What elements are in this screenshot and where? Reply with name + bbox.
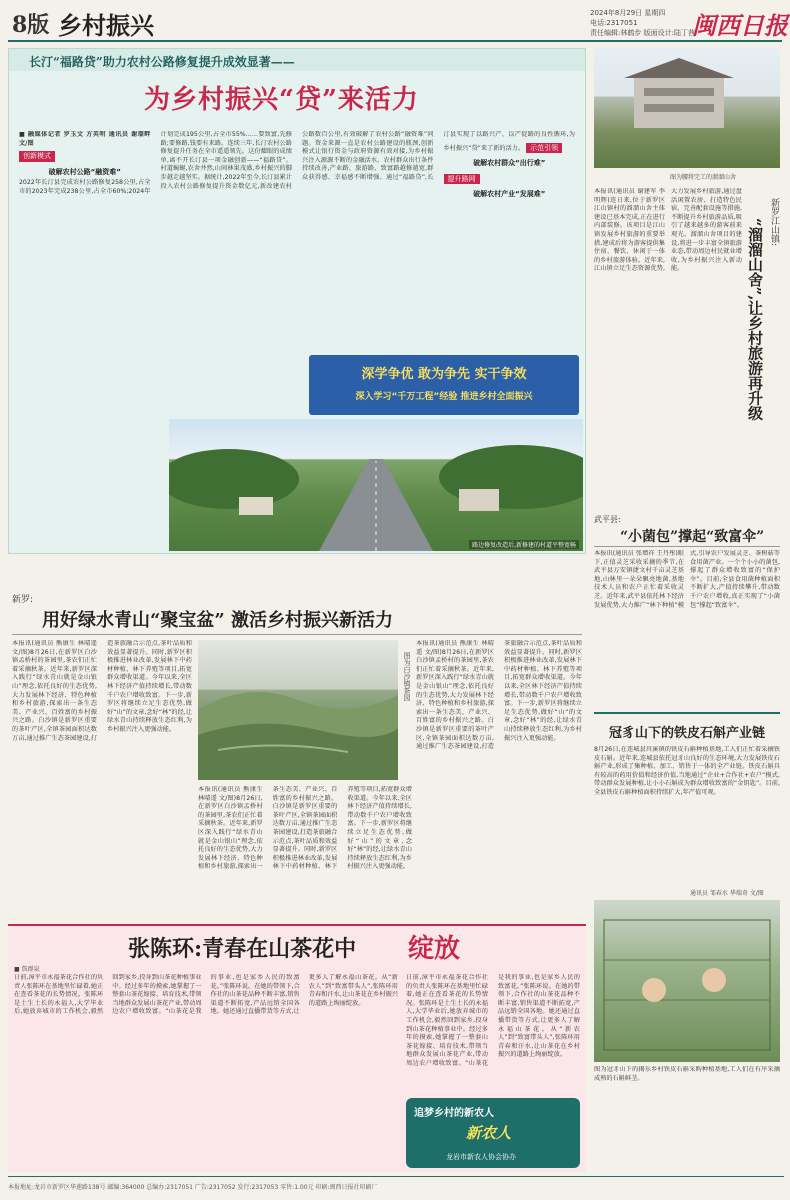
- guanzhuang-photo: [594, 900, 780, 1062]
- zhang-headline-accent: 绽放: [408, 934, 461, 964]
- subhead-industry: 破解农村产业“发展难”: [473, 190, 546, 199]
- jiangshan-photo-illustration: [594, 48, 780, 168]
- zhang-headline-main: 张陈环:青春在山茶花中: [128, 936, 357, 962]
- issue-editors: 责任编辑:林鹤步 版面设计:陆丁茜: [590, 29, 695, 37]
- masthead-rule: [8, 40, 782, 42]
- wuping-headline: “小菌包”撑起“致富伞”: [620, 529, 765, 545]
- guanzhuang-headline: 冠豸山下的铁皮石斛产业链: [608, 726, 765, 741]
- subhead-financing: 破解农村公路“融资难”: [48, 167, 121, 176]
- guanzhuang-credit: 通讯员 邹春水 华瑞奇 文/图: [690, 890, 764, 897]
- xinluo-photo-illustration: [198, 640, 398, 780]
- paper-logo: 闽西日报: [692, 11, 788, 40]
- guanzhuang-body: 8月26日,在连城县莒溪镇的铁皮石斛种植基地,工人们正忙着采摘铁皮石斛。近年来,连城县依托冠豸山良好的生态环境,大力发展铁皮石斛产业,形成了集种植、加工、销售于一体的全产业链。铁皮石斛具有较高的药用价值和经济价值,当地通过“企业+合作社+农户”模式,带动群众发展种植,让小小石斛成为群众增收致富的“金钥匙”。目前,全县铁皮石斛种植面积持续扩大,年产值可观。: [594, 746, 780, 796]
- jiangshan-place: 新罗江山镇:: [769, 198, 779, 247]
- newfarmer-logo: [406, 1098, 580, 1168]
- xinluo-rule: [12, 634, 582, 635]
- lead-body-top: [19, 131, 575, 351]
- section-title: 乡村振兴: [58, 11, 154, 40]
- issue-phone: 电话:2317051: [590, 19, 638, 27]
- jiangshan-body: 本报讯(通讯员 谢建军 李明辉)连日来,位于新罗区江山镇村的溜溜山舍主体建设已基本完成,正在进行内部装修。该项目是江山镇发展乡村旅游的重要举措,建成后将为游客提供集住宿、餐饮、休闲于一体的乡村旅游体验。近年来,江山镇立足生态资源优势,大力发展乡村旅游,通过盘活闲置农房、打造特色民宿、完善配套设施等措施,不断提升乡村旅游品质,吸引了越来越多的游客前来观光。溜溜山舍项目的建设,将进一步丰富全镇旅游业态,带动周边村民就业增收,为乡村振兴注入新动能。: [594, 188, 742, 273]
- guanzhuang-photo-illustration: [594, 900, 780, 1062]
- jiangshan-story: [590, 48, 784, 510]
- guanzhuang-topbar: [594, 712, 780, 714]
- xinluo-place: 新罗:: [12, 595, 34, 605]
- tag-network: 提升路网: [444, 174, 480, 185]
- masthead: [0, 0, 790, 44]
- tag-demonstration: 示范引领: [526, 143, 562, 154]
- xinluo-body-bottom: 本报讯(通讯员 熊康生 林晴遥 文/图)8月26日,在新罗区白沙镇孟桥村的茶园里,茶农们正忙着采摘秋茶。近年来,新罗区深入践行“绿水青山就是金山银山”理念,依托良好的生态优势,大力发展林下经济、特色种植和乡村旅游,探索出一条生态美、产业兴、百姓富的乡村振兴之路。白沙镇是新罗区重要的茶叶产区,全镇茶园面积达数万亩,通过推广生态茶园建设,打造茶旅融合示范点,茶叶品质和效益显著提升。同时,新罗区积极推进林业改革,发展林下中药材种植、林下养殖等项目,拓宽群众增收渠道。今年以来,全区林下经济产值持续增长,带动数千户农户增收致富。下一步,新罗区将继续立足生态优势,做好“山”的文章,念好“林”的经,让绿水青山持续释放生态红利,为乡村振兴注入更强动能。: [198, 786, 412, 871]
- slogan-banner: [309, 355, 579, 415]
- xinluo-headline: 用好绿水青山“聚宝盆” 激活乡村振兴新活力: [42, 610, 393, 631]
- lead-body: 2022年长汀县完成农村公路修复258公里,占全市的2023年完成238公里,占全市60%;2024年计划完成195公里,占全市55%……要致富,先修路;要修路,钱要有来路。连续三年,长汀农村公路修复提升任务在全市遥遥领先。这份耀眼的成绩单,离不开长汀县一项金融创新——“福路贷”。村道蜿蜒,农舍井然,山间林果茂盛,乡村振兴的脚步越走越坚实。据统计,2022年至今,长汀县累计投入农村公路修复提升资金数亿元,新改建农村公路数百公里,有效破解了农村公路“融资难”问题。资金来源一直是农村公路建设的瓶颈,创新模式让银行资金与政府资源有效对接,为乡村振兴注入源源不断的金融活水。农村群众出行条件持续改善,产业路、旅游路、致富路越修越宽,群众获得感、幸福感不断增强。通过“福路贷”,长汀县实现了以路兴产、以产促路的良性循环,为乡村振兴“贷”来了新的活力。: [19, 131, 575, 195]
- wuping-place: 武平县:: [594, 515, 621, 524]
- jiangshan-headline: “溜溜山舍”,让乡村旅游再升级: [746, 218, 764, 421]
- guanzhuang-story: [590, 712, 784, 1120]
- subhead-travel: 破解农村群众“出行难”: [473, 159, 546, 168]
- xinluo-photo-caption: 图为白沙镇茶园: [403, 652, 411, 701]
- wuping-rule: [594, 546, 780, 547]
- newfarmer-logo-brand: 新农人: [466, 1124, 512, 1142]
- road-photo-illustration: [169, 419, 583, 551]
- xinluo-photo: [198, 640, 398, 780]
- lead-headline: 为乡村振兴“贷”来活力: [144, 85, 419, 115]
- jiangshan-photo: [594, 48, 780, 168]
- jiangshan-photo-caption: 图为腰将完工的溜溜山舍: [670, 174, 737, 181]
- zhang-byline: ■ 詹群泉: [14, 966, 40, 973]
- zhang-topbar: [8, 924, 586, 926]
- guanzhuang-photo-caption: 图为冠豸山下的揭乐乡村铁皮石斛采购种植基地,工人们在有序采摘成熟的石斛鲜茎。: [594, 1066, 780, 1082]
- lead-kicker: 长汀“福路贷”助力农村公路修复提升成效显著——: [29, 55, 295, 69]
- wuping-story: [590, 512, 784, 710]
- zhang-body-left: 日前,漳平市永福茶花合作社的负责人张陈环在基地里忙碌着,她正在查看茶花的长势情况。张陈环是土生土长的永福人,大学毕业后,她放弃城市的工作机会,毅然回到家乡,投身到山茶花种植事业中。经过多年的摸索,她掌握了一整套山茶花嫁接、培育技术,带领当地群众发展山茶花产业,带动周边农户增收致富。“山茶花是我的事业,也是家乡人民的致富花。”张陈环说。在她的带领下,合作社的山茶花品种不断丰富,销售渠道不断拓宽,产品远销全国各地。她还通过直播带货等方式,让更多人了解永福山茶花。从“新农人”到“致富带头人”,张陈环用青春和汗水,让山茶花在乡村振兴的道路上绚丽绽放。: [14, 974, 398, 1016]
- wuping-body: 本报讯(通讯员 张增祥 王丹彤)眼下,正值灵芝采收采摘的季节,在武平县万安镇捷文村千亩灵芝基地,山林里一朵朵飘亮地菌,基地技术人员和农户正忙着采收灵芝。近年来,武平县依托林下经济发展优势,大力推广“林下种植”模式,引导农户发展灵芝、茶树菇等食用菌产业。一个个小小的菌包,撑起了群众增收致富的“保护伞”。目前,全县食用菌种植面积不断扩大,产值持续攀升,带动数千户农户增收,真正实现了“小菌包”撑起“致富伞”。: [594, 550, 780, 609]
- lead-byline: ■ 融媒体记者 罗玉文 方英明 通讯员 谢璟畔 文/图: [19, 131, 151, 147]
- zhang-story: [8, 924, 586, 1172]
- issue-date: 2024年8月29日 星期四: [590, 9, 666, 17]
- xinluo-body-left: 本报讯(通讯员 熊康生 林晴遥 文/图)8月26日,在新罗区白沙镇孟桥村的茶园里,茶农们正忙着采摘秋茶。近年来,新罗区深入践行“绿水青山就是金山银山”理念,依托良好的生态优势,大力发展林下经济、特色种植和乡村旅游,探索出一条生态美、产业兴、百姓富的乡村振兴之路。白沙镇是新罗区重要的茶叶产区,全镇茶园面积达数万亩,通过推广生态茶园建设,打造茶旅融合示范点,茶叶品质和效益显著提升。同时,新罗区积极推进林业改革,发展林下中药材种植、林下养殖等项目,拓宽群众增收渠道。今年以来,全区林下经济产值持续增长,带动数千户农户增收致富。下一步,新罗区将继续立足生态优势,做好“山”的文章,念好“林”的经,让绿水青山持续释放生态红利,为乡村振兴注入更强动能。: [12, 640, 192, 742]
- newfarmer-logo-text: 追梦乡村的新农人: [414, 1108, 494, 1119]
- road-photo: [169, 419, 583, 551]
- slogan-line-1: 深学争优 敢为争先 实干争效: [361, 367, 527, 382]
- xinluo-body-right: 本报讯(通讯员 熊康生 林晴遥 文/图)8月26日,在新罗区白沙镇孟桥村的茶园里,茶农们正忙着采摘秋茶。近年来,新罗区深入践行“绿水青山就是金山银山”理念,依托良好的生态优势,大力发展林下经济、特色种植和乡村旅游,探索出一条生态美、产业兴、百姓富的乡村振兴之路。白沙镇是新罗区重要的茶叶产区,全镇茶园面积达数万亩,通过推广生态茶园建设,打造茶旅融合示范点,茶叶品质和效益显著提升。同时,新罗区积极推进林业改革,发展林下中药材种植、林下养殖等项目,拓宽群众增收渠道。今年以来,全区林下经济产值持续增长,带动数千户农户增收致富。下一步,新罗区将继续立足生态优势,做好“山”的文章,念好“林”的经,让绿水青山持续释放生态红利,为乡村振兴注入更强动能。: [416, 640, 582, 751]
- lead-story: [8, 48, 586, 554]
- newfarmer-logo-sub: 龙岩市新农人协会协办: [446, 1153, 516, 1161]
- footer-info: 本报地址:龙岩市新罗区华莲路138号 邮编:364000 总编办:2317051 广告:2317052 发行:2317053 零售:1.00元 印刷:闽西日报社印刷厂: [8, 1184, 378, 1191]
- road-caption: 路边修复改造后,新修建的村道平整宽畅: [469, 540, 579, 549]
- tag-innovation: 创新模式: [19, 151, 55, 162]
- xinluo-story: [8, 592, 586, 920]
- zhang-body-right: 日前,漳平市永福茶花合作社的负责人张陈环在基地里忙碌着,她正在查看茶花的长势情况。张陈环是土生土长的永福人,大学毕业后,她放弃城市的工作机会,毅然回到家乡,投身到山茶花种植事业中。经过多年的摸索,她掌握了一整套山茶花嫁接、培育技术,带领当地群众发展山茶花产业,带动周边农户增收致富。“山茶花是我的事业,也是家乡人民的致富花。”张陈环说。在她的带领下,合作社的山茶花品种不断丰富,销售渠道不断拓宽,产品远销全国各地。她还通过直播带货等方式,让更多人了解永福山茶花。从“新农人”到“致富带头人”,张陈环用青春和汗水,让山茶花在乡村振兴的道路上绚丽绽放。: [406, 974, 580, 1067]
- slogan-line-2: 深入学习“千万工程”经验 推进乡村全面振兴: [355, 392, 533, 402]
- edition-number: 8版: [12, 12, 50, 38]
- footer-rule: [8, 1176, 784, 1177]
